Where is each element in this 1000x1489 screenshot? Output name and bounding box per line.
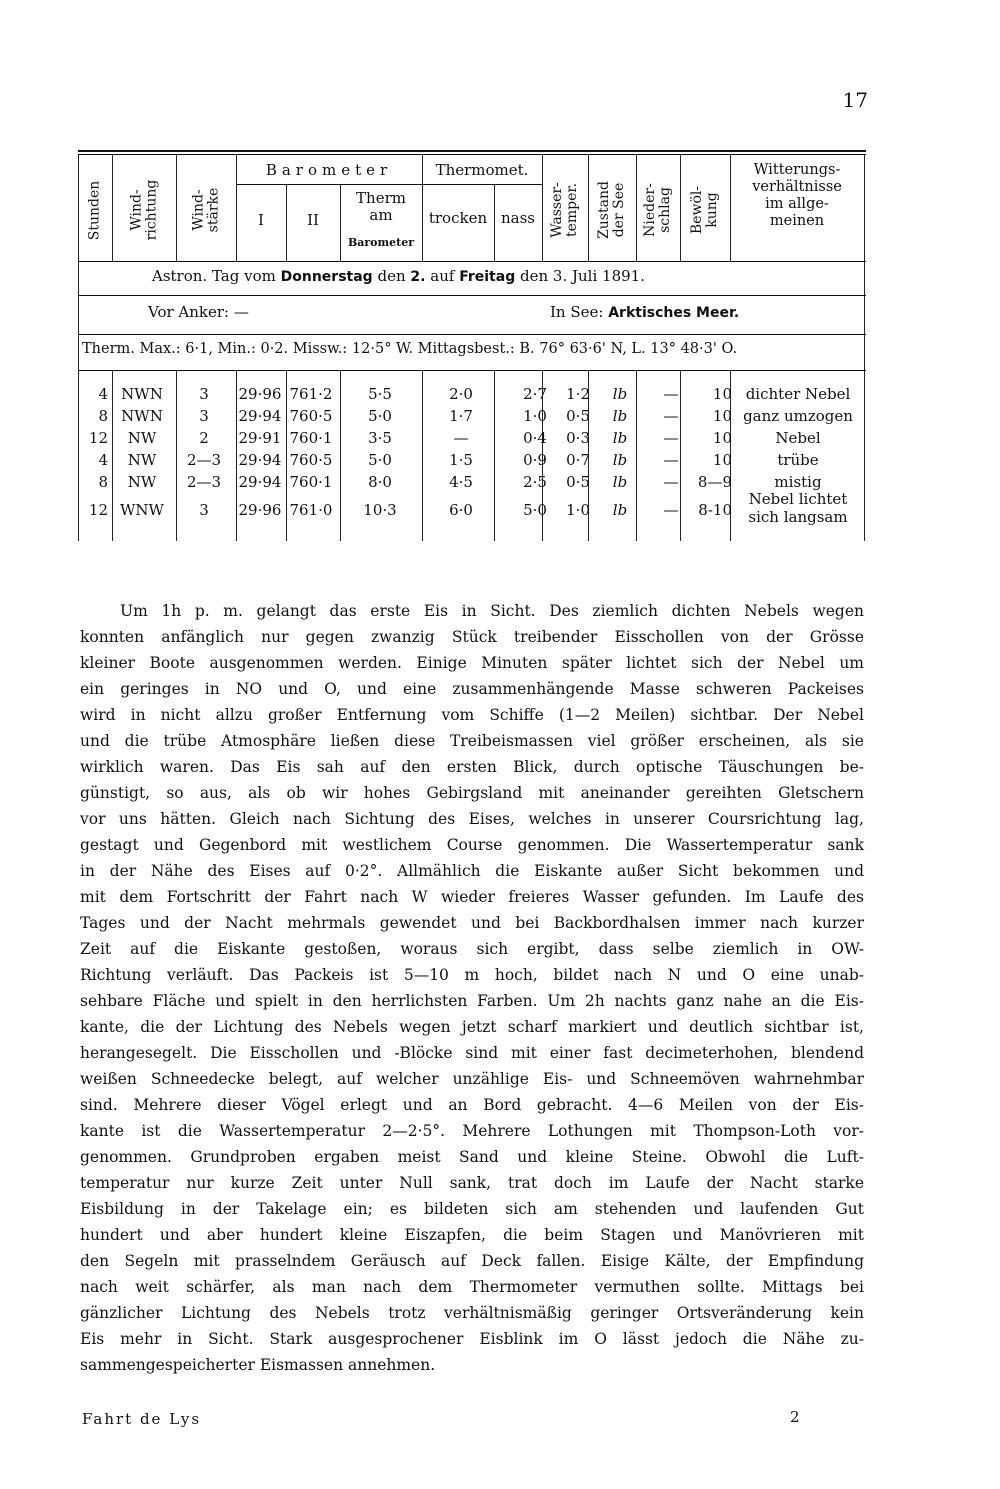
- text-line: nach weit schärfer, als man nach dem Thermometer vermuthen sollte. Mittags bei: [80, 1278, 864, 1296]
- cell-prec: —: [663, 473, 679, 491]
- header-therm-wet: nass: [501, 209, 535, 227]
- text-line: ein geringes in NO und O, und eine zusammenhängende Masse schweren Packeises: [80, 680, 864, 698]
- header-barometer-therm-sub: Barometer: [347, 236, 415, 249]
- cell-hour: 12: [88, 501, 108, 519]
- text-line: Um 1h p. m. gelangt das erste Eis in Sicht. Des ziemlich dichten Nebels wegen: [120, 602, 864, 620]
- text-line: gänzlicher Lichtung des Nebels trotz verhältnismäßig geringer Ortsveränderung kein: [80, 1304, 864, 1322]
- text-line: Eisbildung in der Takelage ein; es bildeten sich am stehenden und laufenden Gut: [80, 1200, 864, 1218]
- cell-rem: trübe: [777, 451, 819, 469]
- cell-cloud: 10: [712, 429, 732, 447]
- therm-sub-rule: [422, 184, 542, 185]
- col-rule: [864, 262, 865, 372]
- text-line: wird in nicht allzu großer Entfernung vom Schiffe (1—2 Meilen) sichtbar. Der Nebel: [80, 706, 864, 724]
- cell-bt: 8·0: [368, 473, 392, 491]
- cell-wet: 5·0: [523, 501, 547, 519]
- col-rule: [864, 371, 865, 541]
- text-line: Richtung verläuft. Das Packeis ist 5—10 m hoch, bildet nach N und O eine unab-: [80, 966, 864, 984]
- cell-water: 0·5: [566, 473, 590, 491]
- cell-sea: lb: [612, 429, 628, 447]
- cell-dry: 1·7: [449, 407, 473, 425]
- anchor-line-right: In See: Arktisches Meer.: [550, 303, 740, 321]
- text-line: weißen Schneedecke belegt, auf welcher unzählige Eis- und Schneemöven wahrnehmbar: [80, 1070, 864, 1088]
- therm-bottom-rule: [78, 370, 866, 371]
- cell-hour: 4: [98, 385, 108, 403]
- dayline-bottom-rule: [78, 295, 866, 296]
- cell-b1: 29·91: [238, 429, 282, 447]
- cell-b1: 29·94: [238, 407, 282, 425]
- table-top-rule-2: [78, 154, 866, 155]
- text-line: Tages und der Nacht mehrmals gewendet und bei Backbordhalsen immer nach kurzer: [80, 914, 864, 932]
- cell-force: 3: [199, 501, 209, 519]
- cell-sea: lb: [612, 451, 628, 469]
- text-line: sammengespeicherter Eismassen annehmen.: [80, 1356, 436, 1374]
- cell-sea: lb: [612, 501, 628, 519]
- cell-dir: NWN: [121, 407, 163, 425]
- cell-bt: 5·5: [368, 385, 392, 403]
- cell-dry: 2·0: [449, 385, 473, 403]
- cell-dir: NWN: [121, 385, 163, 403]
- cell-b2: 760·1: [289, 429, 333, 447]
- header-barometer-therm: Therm am: [356, 189, 406, 224]
- text-line: gestagt und Gegenbord mit westlichem Course genommen. Die Wassertemperatur sank: [80, 836, 864, 854]
- header-bottom-rule: [78, 261, 866, 262]
- cell-dir: NW: [127, 473, 157, 491]
- text-line: in der Nähe des Eises auf 0·2°. Allmählich die Eiskante außer Sicht bekommen und: [80, 862, 864, 880]
- text-line: Eis mehr in Sicht. Stark ausgesprochener Eisblink im O lässt jedoch die Nähe zu-: [80, 1330, 864, 1348]
- cell-b2: 760·5: [289, 451, 333, 469]
- cell-dry: 1·5: [449, 451, 473, 469]
- cell-water: 1·0: [566, 501, 590, 519]
- cell-dry: 4·5: [449, 473, 473, 491]
- cell-wet: 2·5: [523, 473, 547, 491]
- cell-wet: 1·0: [523, 407, 547, 425]
- cell-rem: Nebel: [775, 429, 821, 447]
- table-top-rule: [78, 150, 866, 152]
- table-row: [78, 472, 864, 492]
- cell-water: 0·5: [566, 407, 590, 425]
- header-water-temp: Wasser- temper.: [549, 182, 581, 238]
- cell-wet: 0·9: [523, 451, 547, 469]
- cell-cloud: 10: [712, 451, 732, 469]
- cell-water: 0·7: [566, 451, 590, 469]
- table-row: [78, 450, 864, 470]
- cell-b2: 760·1: [289, 473, 333, 491]
- cell-b2: 761·0: [289, 501, 333, 519]
- header-hour: Stunden: [86, 180, 103, 240]
- cell-water: 0·3: [566, 429, 590, 447]
- header-barometer-1: I: [258, 211, 264, 229]
- text-line: mit dem Fortschritt der Fahrt nach W wieder freieres Wasser gefunden. Im Laufe des: [80, 888, 864, 906]
- header-therm-dry: trocken: [428, 209, 488, 227]
- cell-bt: 10·3: [363, 501, 397, 519]
- cell-force: 2—3: [186, 451, 222, 469]
- cell-cloud: 8—9: [697, 473, 732, 491]
- cell-b1: 29·96: [238, 501, 282, 519]
- body-paragraph: [80, 598, 864, 1378]
- cell-b2: 760·5: [289, 407, 333, 425]
- cell-b1: 29·94: [238, 473, 282, 491]
- text-line: genommen. Grundproben ergaben meist Sand und kleine Steine. Obwohl die Luft-: [80, 1148, 864, 1166]
- text-line: kante ist die Wassertemperatur 2—2·5°. Mehrere Lothungen mit Thompson-Loth vor-: [80, 1122, 864, 1140]
- cell-dir: NW: [127, 429, 157, 447]
- header-barometer-2: II: [307, 211, 319, 229]
- text-line: und die trübe Atmosphäre ließen diese Treibeismassen viel größer erscheinen, als sie: [80, 732, 864, 750]
- cell-prec: —: [663, 385, 679, 403]
- cell-wet: 0·4: [523, 429, 547, 447]
- table-row: [78, 406, 864, 426]
- text-line: den Segeln mit prasselndem Geräusch auf Deck fallen. Eisige Kälte, der Empfindung: [80, 1252, 864, 1270]
- col-rule: [78, 262, 79, 372]
- cell-bt: 3·5: [368, 429, 392, 447]
- footer-signature: Fahrt de Lys: [82, 1410, 202, 1428]
- text-line: herangesegelt. Die Eisschollen und -Blöcke sind mit einer fast decimeterhohen, blendend: [80, 1044, 864, 1062]
- cell-sea: lb: [612, 473, 628, 491]
- cell-wet: 2·7: [523, 385, 547, 403]
- col-rule: [864, 155, 865, 261]
- cell-cloud: 10: [712, 407, 732, 425]
- text-line: vor uns hätten. Gleich nach Sichtung des Eises, welches in unserer Coursrichtung lag,: [80, 810, 864, 828]
- page-number: 17: [842, 88, 868, 112]
- text-line: wirklich waren. Das Eis sah auf den ersten Blick, durch optische Täuschungen be-: [80, 758, 864, 776]
- anchor-bottom-rule: [78, 334, 866, 335]
- cell-dir: NW: [127, 451, 157, 469]
- header-sea-state: Zustand der See: [596, 181, 628, 239]
- table-row: [78, 428, 864, 448]
- cell-cloud: 10: [712, 385, 732, 403]
- cell-hour: 12: [88, 429, 108, 447]
- header-precipitation: Nieder- schlag: [642, 183, 673, 237]
- cell-rem: ganz umzogen: [743, 407, 853, 425]
- text-line: temperatur nur kurze Zeit unter Null sank, trat doch im Laufe der Nacht starke: [80, 1174, 864, 1192]
- cell-force: 2: [199, 429, 209, 447]
- cell-hour: 8: [98, 407, 108, 425]
- therm-line: Therm. Max.: 6·1, Min.: 0·2. Missw.: 12·5° W. Mittagsbest.: B. 76° 63·6' N, L. 13° 48·3' O.: [82, 341, 738, 357]
- day-line: Astron. Tag vom Donnerstag den 2. auf Freitag den 3. Juli 1891.: [152, 267, 645, 285]
- cell-force: 3: [199, 407, 209, 425]
- cell-bt: 5·0: [368, 451, 392, 469]
- text-line: kante, die der Lichtung des Nebels wegen jetzt scharf markiert und deutlich sichtbar ist,: [80, 1018, 864, 1036]
- cell-b1: 29·94: [238, 451, 282, 469]
- table-row: [78, 490, 864, 526]
- text-line: hundert und aber hundert kleine Eiszapfen, die beim Stagen und Manövrieren mit: [80, 1226, 864, 1244]
- table-row: [78, 384, 864, 404]
- cell-dry: —: [453, 429, 469, 447]
- cell-sea: lb: [612, 407, 628, 425]
- header-remarks: Witterungs- verhältnisse im allge- meinen: [752, 162, 842, 229]
- cell-sea: lb: [612, 385, 628, 403]
- cell-force: 3: [199, 385, 209, 403]
- cell-hour: 4: [98, 451, 108, 469]
- cell-prec: —: [663, 407, 679, 425]
- cell-water: 1·2: [566, 385, 590, 403]
- header-cloud-cover: Bewöl- kung: [688, 185, 720, 235]
- header-wind-direction: Wind- richtung: [128, 179, 159, 241]
- footer-sheet-number: 2: [790, 1408, 800, 1426]
- anchor-line-left: Vor Anker: —: [148, 303, 249, 321]
- cell-dir: WNW: [120, 501, 164, 519]
- cell-b1: 29·96: [238, 385, 282, 403]
- text-line: Zeit auf die Eiskante gestoßen, woraus sich ergibt, dass selbe ziemlich in OW-: [80, 940, 864, 958]
- cell-rem: dichter Nebel: [745, 385, 851, 403]
- text-line: sind. Mehrere dieser Vögel erlegt und an Bord gebracht. 4—6 Meilen von der Eis-: [80, 1096, 864, 1114]
- cell-rem: Nebel lichtet sich langsam: [748, 490, 848, 526]
- baro-sub-rule: [236, 184, 422, 185]
- text-line: sehbare Fläche und spielt in den herrlichsten Farben. Um 2h nachts ganz nahe an die Eis-: [80, 992, 864, 1010]
- text-line: günstigt, so aus, als ob wir hohes Gebirgsland mit aneinander gereihten Gletschern: [80, 784, 864, 802]
- text-line: konnten anfänglich nur gegen zwanzig Stück treibender Eisschollen von der Grösse: [80, 628, 864, 646]
- cell-b2: 761·2: [289, 385, 333, 403]
- cell-prec: —: [663, 429, 679, 447]
- cell-hour: 8: [98, 473, 108, 491]
- cell-force: 2—3: [186, 473, 222, 491]
- cell-prec: —: [663, 501, 679, 519]
- cell-prec: —: [663, 451, 679, 469]
- text-line: kleiner Boote ausgenommen werden. Einige Minuten später lichtet sich der Nebel um: [80, 654, 864, 672]
- cell-cloud: 8-10: [698, 501, 732, 519]
- cell-rem: mistig: [774, 473, 822, 491]
- header-wind-force: Wind- stärke: [190, 187, 221, 233]
- header-thermometer: Thermomet.: [435, 161, 529, 179]
- cell-dry: 6·0: [449, 501, 473, 519]
- cell-bt: 5·0: [368, 407, 392, 425]
- header-barometer: Barometer: [265, 161, 393, 179]
